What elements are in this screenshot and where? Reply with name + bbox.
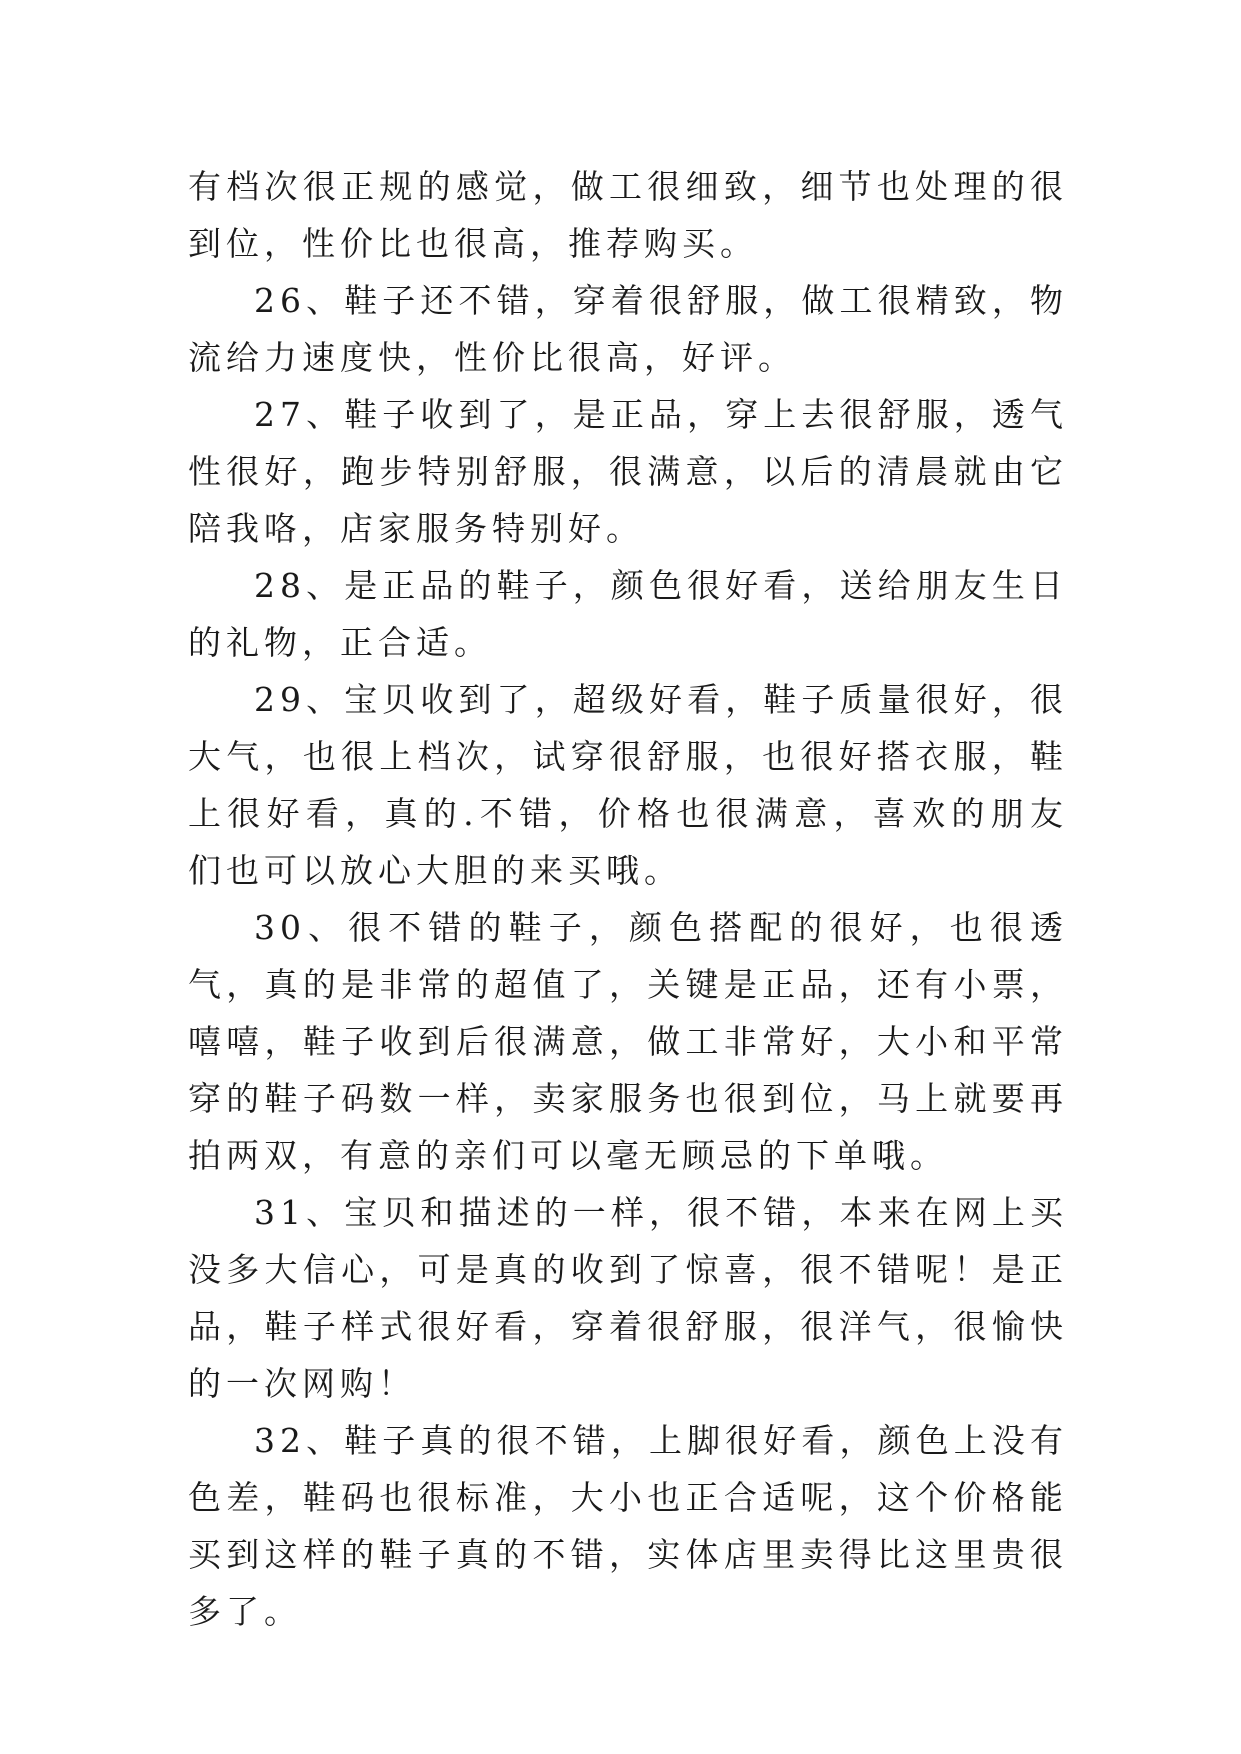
paragraph-review-29: 29、宝贝收到了，超级好看，鞋子质量很好，很大气，也很上档次，试穿很舒服，也很好搭衣服，鞋上很好看，真的.不错，价格也很满意，喜欢的朋友们也可以放心大胆的来买哦。: [188, 680, 1068, 890]
paragraph-review-28: 28、是正品的鞋子，颜色很好看，送给朋友生日的礼物，正合适。: [188, 566, 1068, 662]
document-body: [188, 158, 1068, 1640]
paragraph-review-31: 31、宝贝和描述的一样，很不错，本来在网上买没多大信心，可是真的收到了惊喜，很不错呢！是正品，鞋子样式很好看，穿着很舒服，很洋气，很愉快的一次网购！: [188, 1193, 1068, 1403]
paragraph-review-30: 30、很不错的鞋子，颜色搭配的很好，也很透气，真的是非常的超值了，关键是正品，还有小票，嘻嘻，鞋子收到后很满意，做工非常好，大小和平常穿的鞋子码数一样，卖家服务也很到位，马上就要再拍两双，有意的亲们可以毫无顾忌的下单哦。: [188, 908, 1068, 1175]
paragraph-continued: 有档次很正规的感觉，做工很细致，细节也处理的很到位，性价比也很高，推荐购买。: [188, 167, 1068, 263]
paragraph-review-27: 27、鞋子收到了，是正品，穿上去很舒服，透气性很好，跑步特别舒服，很满意，以后的清晨就由它陪我咯，店家服务特别好。: [188, 395, 1068, 548]
paragraph-review-26: 26、鞋子还不错，穿着很舒服，做工很精致，物流给力速度快，性价比很高，好评。: [188, 281, 1068, 377]
paragraph-review-32: 32、鞋子真的很不错，上脚很好看，颜色上没有色差，鞋码也很标准，大小也正合适呢，这个价格能买到这样的鞋子真的不错，实体店里卖得比这里贵很多了。: [188, 1421, 1068, 1631]
